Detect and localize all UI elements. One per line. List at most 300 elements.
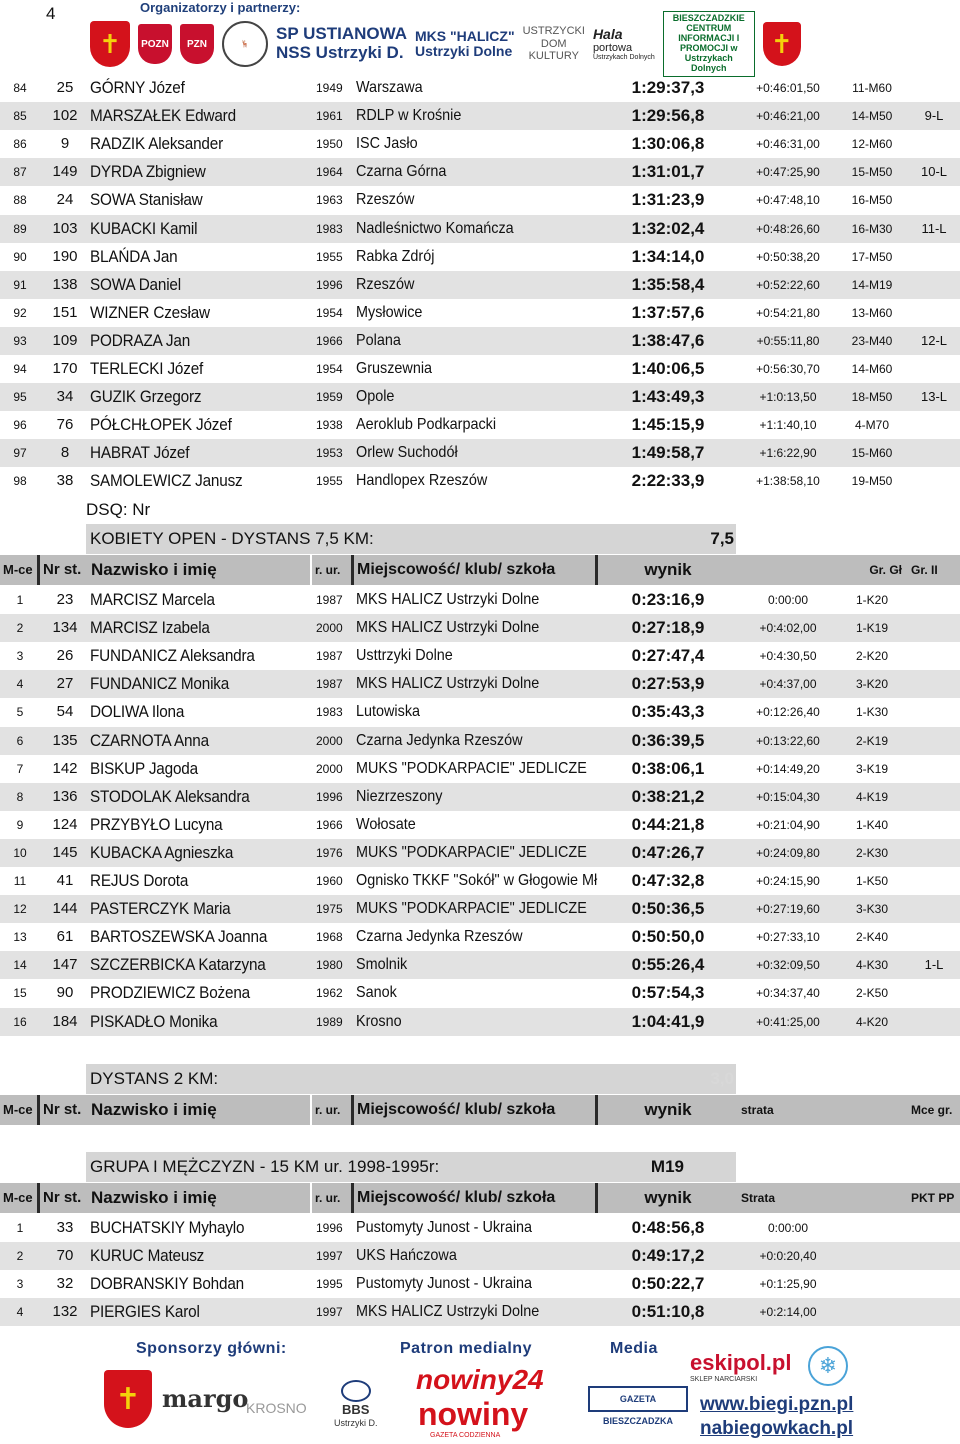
row-bib-number: 135 <box>52 731 78 749</box>
row-birth-year: 1968 <box>316 930 343 945</box>
row-category: 13-M60 <box>851 305 893 320</box>
header-position: M-ce <box>0 1095 40 1125</box>
row-birth-year: 1949 <box>316 81 343 95</box>
row-time-behind: +0:54:21,80 <box>756 305 820 320</box>
women-section-title: KOBIETY OPEN - DYSTANS 7,5 KM: 7,5 <box>86 524 736 554</box>
row-group-l <box>908 979 960 1007</box>
row-birth-year: 2000 <box>316 621 343 636</box>
row-birth-year: 1996 <box>316 277 343 292</box>
row-bib-number: 27 <box>56 675 74 693</box>
row-result-time: 0:38:06,1 <box>631 758 705 778</box>
row-birth-year: 2000 <box>316 761 343 776</box>
row-birth-year: 1995 <box>316 1277 343 1292</box>
row-bib-number: 32 <box>56 1275 74 1293</box>
row-position: 3 <box>16 1277 24 1292</box>
row-athlete-name: SZCZERBICKA Katarzyna <box>90 955 266 975</box>
row-club: MKS HALICZ Ustrzyki Dolne <box>356 619 540 637</box>
table-row <box>0 74 960 102</box>
row-time-behind: +0:27:33,10 <box>756 930 820 945</box>
row-bib-number: 149 <box>52 163 78 181</box>
row-category: 4-K19 <box>855 789 889 804</box>
row-bib-number: 109 <box>52 331 78 349</box>
dist2-section-title: DYSTANS 2 KM: 3,0 <box>86 1064 736 1094</box>
header-name: Nazwisko i imię <box>88 1183 310 1213</box>
row-birth-year: 1955 <box>316 474 343 489</box>
row-athlete-name: MARCISZ Izabela <box>90 618 210 638</box>
table-row <box>0 186 960 214</box>
row-birth-year: 1983 <box>316 705 343 720</box>
row-bib-number: 147 <box>52 956 78 974</box>
row-birth-year: 1955 <box>316 249 343 264</box>
hala-portowa-logo: Hala portowa Ustrzykach Dolnych <box>592 25 655 62</box>
header-result: wynik <box>598 555 738 585</box>
row-category: 18-M50 <box>851 390 893 405</box>
row-time-behind: +0:14:49,20 <box>756 761 820 776</box>
row-category: 1-K50 <box>855 874 889 888</box>
row-group-l <box>908 186 960 214</box>
row-group-l <box>908 467 960 495</box>
row-result-time: 1:32:02,4 <box>631 218 705 238</box>
row-category: 16-M50 <box>851 193 893 208</box>
header-birth-year: r. ur. <box>312 1095 354 1125</box>
row-category: 4-K20 <box>855 1014 889 1029</box>
row-bib-number: 134 <box>52 619 78 637</box>
header-bib-number: Nr st. <box>40 555 88 585</box>
row-position: 96 <box>13 418 27 433</box>
row-birth-year: 1966 <box>316 817 343 832</box>
row-birth-year: 1954 <box>316 305 343 320</box>
row-group-l <box>908 811 960 839</box>
row-group-l: 13-L <box>920 389 948 405</box>
row-bib-number: 41 <box>56 872 74 889</box>
row-result-time: 1:31:23,9 <box>631 190 705 210</box>
table-row <box>0 755 960 783</box>
header-group-1: Gr. Gł <box>738 555 908 585</box>
dist2-table-header <box>0 1095 960 1125</box>
dsq-label: DSQ: Nr <box>86 500 151 519</box>
row-result-time: 1:45:15,9 <box>631 415 705 435</box>
row-position: 6 <box>16 733 24 748</box>
row-result-time: 0:51:10,8 <box>631 1302 705 1322</box>
ustrzyki-crest-icon: ✝ <box>90 21 130 67</box>
row-bib-number: 23 <box>56 591 74 608</box>
row-group-l <box>908 867 960 895</box>
row-category: 15-M60 <box>851 446 893 461</box>
row-result-time: 0:50:50,0 <box>631 927 705 947</box>
row-result-time: 0:55:26,4 <box>631 955 705 975</box>
row-birth-year: 1963 <box>316 193 343 208</box>
row-position: 1 <box>16 593 24 607</box>
table-row <box>0 1008 960 1036</box>
row-result-time: 0:57:54,3 <box>631 983 705 1003</box>
group1-section-title: GRUPA I MĘŻCZYZN - 15 KM ur. 1998-1995r: M19 <box>86 1152 736 1182</box>
row-club: MKS HALICZ Ustrzyki Dolne <box>356 675 540 693</box>
row-position: 88 <box>13 193 27 208</box>
row-birth-year: 1989 <box>316 1014 343 1029</box>
margo-logo: margo <box>162 1384 249 1413</box>
row-athlete-name: KUBACKI Kamil <box>90 218 198 238</box>
row-group-l <box>908 439 960 467</box>
row-position: 7 <box>16 761 24 776</box>
row-category: 4-M70 <box>854 418 889 433</box>
row-position: 13 <box>13 930 27 945</box>
row-time-behind: +1:1:40,10 <box>759 418 817 433</box>
row-group-l <box>908 243 960 271</box>
nabiegowkach-link[interactable]: nabiegowkach.pl <box>700 1418 854 1439</box>
row-position: 4 <box>16 677 24 692</box>
row-result-time: 0:50:36,5 <box>631 899 705 919</box>
row-group-l <box>908 642 960 670</box>
row-athlete-name: WIZNER Czesław <box>90 302 210 322</box>
row-position: 95 <box>13 390 27 405</box>
table-row <box>0 727 960 755</box>
row-position: 4 <box>16 1305 24 1320</box>
row-time-behind: +0:41:25,00 <box>756 1014 820 1029</box>
row-club: Czarna Jedynka Rzeszów <box>356 731 523 749</box>
row-time-behind: +0:1:25,90 <box>759 1277 817 1292</box>
page-header <box>0 0 960 74</box>
table-row <box>0 811 960 839</box>
row-time-behind: +0:0:20,40 <box>759 1249 817 1264</box>
row-result-time: 0:36:39,5 <box>631 730 705 750</box>
row-result-time: 0:48:56,8 <box>631 1218 705 1237</box>
row-birth-year: 1983 <box>316 221 343 236</box>
row-bib-number: 103 <box>52 219 78 237</box>
table-row <box>0 383 960 411</box>
row-birth-year: 1976 <box>316 845 343 860</box>
row-athlete-name: PRZYBYŁO Lucyna <box>90 814 223 834</box>
nadlesnictwo-logo-icon: 🦌 <box>222 21 268 67</box>
row-club: Czarna Górna <box>356 163 447 181</box>
row-position: 1 <box>16 1221 24 1235</box>
header-result: wynik <box>598 1183 738 1213</box>
table-row <box>0 783 960 811</box>
row-athlete-name: BISKUP Jagoda <box>90 758 198 778</box>
row-club: MKS HALICZ Ustrzyki Dolne <box>356 1303 540 1321</box>
header-club: Miejscowość/ klub/ szkoła <box>354 1183 598 1213</box>
header-group-2: Mce gr. <box>908 1095 960 1125</box>
row-club: Wołosate <box>356 815 416 833</box>
row-result-time: 1:38:47,6 <box>631 330 705 350</box>
row-group-l <box>908 698 960 726</box>
row-position: 3 <box>16 649 24 664</box>
row-time-behind: +0:24:09,80 <box>756 845 820 860</box>
row-club: Pustomyty Junost - Ukraina <box>356 1275 533 1293</box>
row-category: 14-M50 <box>851 109 893 124</box>
row-bib-number: 24 <box>56 191 74 209</box>
row-bib-number: 54 <box>56 703 74 721</box>
header-name: Nazwisko i imię <box>88 1095 310 1125</box>
bieszczadzkie-centrum-logo: BIESZCZADZKIE CENTRUM INFORMACJI I PROMOCJI w Ustrzykach Dolnych <box>663 11 755 76</box>
row-birth-year: 1950 <box>316 137 343 152</box>
row-category: 11-M60 <box>852 81 892 95</box>
row-result-time: 0:49:17,2 <box>631 1246 705 1266</box>
row-time-behind: +0:21:04,90 <box>756 817 820 832</box>
row-club: Sanok <box>356 984 397 1002</box>
table-row <box>0 130 960 158</box>
row-group-l: 10-L <box>920 164 948 180</box>
row-bib-number: 124 <box>52 815 78 833</box>
sponsors-footer <box>0 1340 960 1444</box>
row-bib-number: 34 <box>56 388 74 406</box>
row-club: Lutowiska <box>356 703 421 721</box>
row-athlete-name: PISKADŁO Monika <box>90 1011 218 1031</box>
row-athlete-name: BARTOSZEWSKA Joanna <box>90 927 268 947</box>
dom-kultury-logo: USTRZYCKI DOM KULTURY <box>522 25 585 63</box>
row-club: Krosno <box>356 1012 402 1030</box>
row-birth-year: 1996 <box>316 789 343 804</box>
row-time-behind: +0:47:48,10 <box>756 193 820 208</box>
row-position: 8 <box>16 789 24 804</box>
header-birth-year: r. ur. <box>312 1183 354 1213</box>
row-bib-number: 33 <box>56 1219 74 1236</box>
table-row <box>0 698 960 726</box>
row-birth-year: 1964 <box>316 165 343 180</box>
media-title: Media <box>610 1340 658 1357</box>
row-category: 2-K30 <box>855 845 889 860</box>
row-time-behind: +1:0:13,50 <box>759 390 817 405</box>
row-time-behind: +0:4:37,00 <box>759 677 817 692</box>
row-athlete-name: SAMOLEWICZ Janusz <box>90 471 243 491</box>
row-club: MUKS "PODKARPACIE" JEDLICZE <box>356 843 587 861</box>
row-birth-year: 1975 <box>316 902 343 917</box>
header-position: M-ce <box>0 555 40 585</box>
row-category: 4-K30 <box>855 958 889 973</box>
row-club: Handlopex Rzeszów <box>356 472 488 490</box>
table-row <box>0 299 960 327</box>
row-category: 19-M50 <box>851 474 893 489</box>
row-result-time: 1:30:06,8 <box>631 134 705 154</box>
row-time-behind: +0:24:15,90 <box>756 874 820 888</box>
row-time-behind: +1:38:58,10 <box>756 474 820 489</box>
row-time-behind: +0:4:02,00 <box>759 621 817 636</box>
mks-halicz-logo: MKS "HALICZ" Ustrzyki Dolne <box>414 27 515 59</box>
row-bib-number: 70 <box>56 1247 74 1265</box>
row-birth-year: 1938 <box>316 418 343 433</box>
row-group-l <box>908 895 960 923</box>
row-category: 12-M60 <box>851 137 893 152</box>
table-row <box>0 979 960 1007</box>
row-category: 3-K19 <box>855 761 889 776</box>
row-position: 84 <box>13 81 27 95</box>
table-row <box>0 271 960 299</box>
row-time-behind: +0:4:30,50 <box>759 649 817 664</box>
row-club: Niezrzeszony <box>356 787 443 805</box>
women-table-header <box>0 555 960 585</box>
row-position: 11 <box>13 874 27 888</box>
row-birth-year: 1966 <box>316 333 343 348</box>
table-row <box>0 670 960 698</box>
row-group-l <box>908 130 960 158</box>
bbs-logo: BBS Ustrzyki D. <box>334 1380 378 1428</box>
row-position: 93 <box>13 333 27 348</box>
table-row <box>0 839 960 867</box>
row-athlete-name: BUCHATSKIY Myhaylo <box>90 1218 245 1237</box>
row-birth-year: 1961 <box>316 109 343 124</box>
row-category: 2-K19 <box>855 733 889 748</box>
header-bib-number: Nr st. <box>40 1095 88 1125</box>
row-time-behind: +0:2:14,00 <box>759 1305 817 1320</box>
row-time-behind: +0:46:01,50 <box>756 81 820 95</box>
row-result-time: 0:27:53,9 <box>631 674 705 694</box>
row-category: 16-M30 <box>851 221 893 236</box>
row-birth-year: 1997 <box>316 1305 343 1320</box>
row-athlete-name: SOWA Stanisław <box>90 190 203 210</box>
row-category: 1-K40 <box>855 817 889 832</box>
row-bib-number: 170 <box>52 360 78 377</box>
row-athlete-name: PÓŁCHŁOPEK Józef <box>90 415 232 435</box>
row-club: Nadleśnictwo Komańcza <box>356 219 514 237</box>
ustrzyki-crest-right-icon: ✝ <box>763 22 801 66</box>
row-group-l <box>908 1008 960 1036</box>
row-bib-number: 151 <box>52 303 78 321</box>
row-group-l: 1-L <box>924 957 944 973</box>
row-athlete-name: DYRDA Zbigniew <box>90 162 206 182</box>
row-position: 89 <box>13 221 27 236</box>
row-athlete-name: HABRAT Józef <box>90 443 190 463</box>
row-bib-number: 102 <box>52 107 78 125</box>
row-position: 90 <box>13 249 27 264</box>
row-result-time: 1:29:56,8 <box>631 106 705 126</box>
group1-category: M19 <box>650 1157 684 1176</box>
row-group-l <box>908 299 960 327</box>
row-club: Rzeszów <box>356 275 415 293</box>
header-birth-year: r. ur. <box>312 555 354 585</box>
table-row <box>0 411 960 439</box>
row-club: Czarna Jedynka Rzeszów <box>356 928 523 946</box>
row-athlete-name: REJUS Dorota <box>90 871 189 890</box>
header-group-1: strata <box>738 1095 908 1125</box>
row-club: Warszawa <box>356 79 423 96</box>
row-category: 17-M50 <box>851 249 893 264</box>
organizers-title: Organizatorzy i partnerzy: <box>140 0 301 15</box>
biegi-link[interactable]: www.biegi.pzn.pl <box>700 1394 854 1415</box>
row-birth-year: 1987 <box>316 649 343 664</box>
row-time-behind: 0:00:00 <box>767 1221 809 1235</box>
table-row <box>0 642 960 670</box>
row-bib-number: 61 <box>56 928 74 946</box>
nowiny-subtitle: GAZETA CODZIENNA <box>430 1432 501 1439</box>
row-club: Opole <box>356 388 395 406</box>
row-result-time: 0:27:47,4 <box>631 646 705 666</box>
row-group-l <box>908 923 960 951</box>
row-time-behind: +0:15:04,30 <box>756 789 820 804</box>
row-bib-number: 132 <box>52 1303 78 1321</box>
row-position: 14 <box>13 958 27 973</box>
row-position: 9 <box>16 817 24 832</box>
row-time-behind: +0:50:38,20 <box>756 249 820 264</box>
nowiny24-logo: nowiny24 <box>416 1364 544 1395</box>
ustrzyki-crest-footer-icon: ✝ <box>104 1370 152 1428</box>
row-bib-number: 9 <box>60 135 70 153</box>
row-time-behind: +0:27:19,60 <box>756 902 820 917</box>
row-time-behind: +0:55:11,80 <box>756 333 820 348</box>
row-group-l <box>908 670 960 698</box>
row-category: 2-K40 <box>855 930 889 945</box>
row-club: Mysłowice <box>356 303 423 321</box>
table-row <box>0 355 960 383</box>
krosno-logo: KROSNO <box>246 1400 307 1416</box>
row-club: Rzeszów <box>356 191 415 209</box>
row-time-behind: +0:46:31,00 <box>756 137 820 152</box>
row-club: Orlew Suchodół <box>356 444 458 462</box>
row-category: 1-K20 <box>855 593 889 607</box>
row-athlete-name: FUNDANICZ Monika <box>90 674 230 694</box>
row-position: 98 <box>13 474 27 489</box>
row-result-time: 0:47:32,8 <box>631 871 705 890</box>
row-result-time: 1:43:49,3 <box>631 387 705 407</box>
table-row <box>0 327 960 355</box>
row-time-behind: +0:12:26,40 <box>756 705 820 720</box>
header-position: M-ce <box>0 1183 40 1213</box>
row-result-time: 0:47:26,7 <box>631 842 705 862</box>
row-athlete-name: BLAŃDA Jan <box>90 246 178 266</box>
table-row <box>0 1298 960 1326</box>
row-athlete-name: GUZIK Grzegorz <box>90 387 202 407</box>
row-time-behind: +0:47:25,90 <box>756 165 820 180</box>
row-athlete-name: CZARNOTA Anna <box>90 730 209 750</box>
header-club: Miejscowość/ klub/ szkoła <box>354 555 598 585</box>
row-athlete-name: KURUC Mateusz <box>90 1246 205 1266</box>
row-birth-year: 1997 <box>316 1249 343 1264</box>
row-result-time: 1:34:14,0 <box>631 246 705 266</box>
row-club: RDLP w Krośnie <box>356 107 462 125</box>
row-time-behind: +0:34:37,40 <box>756 986 820 1001</box>
row-category: 3-K20 <box>855 677 889 692</box>
header-result: wynik <box>598 1095 738 1125</box>
row-time-behind: +0:32:09,50 <box>756 958 820 973</box>
row-result-time: 0:38:21,2 <box>631 786 705 806</box>
table-row <box>0 102 960 130</box>
row-position: 97 <box>13 446 27 461</box>
row-result-time: 1:49:58,7 <box>631 443 705 463</box>
row-bib-number: 190 <box>52 247 78 265</box>
row-group-l <box>908 783 960 811</box>
group1-table-header <box>0 1183 960 1213</box>
row-position: 85 <box>13 109 27 124</box>
row-position: 12 <box>13 902 27 917</box>
table-row <box>0 243 960 271</box>
row-result-time: 0:44:21,8 <box>631 814 705 834</box>
dist2-distance: 3,0 <box>710 1069 734 1088</box>
row-athlete-name: SOWA Daniel <box>90 274 181 294</box>
row-bib-number: 38 <box>56 472 74 490</box>
row-birth-year: 1954 <box>316 362 343 376</box>
header-name: Nazwisko i imię <box>88 555 310 585</box>
row-result-time: 1:29:37,3 <box>631 78 705 97</box>
row-time-behind: +0:46:21,00 <box>756 109 820 124</box>
row-birth-year: 1987 <box>316 677 343 692</box>
row-bib-number: 25 <box>56 79 74 96</box>
partner-logos <box>90 13 870 73</box>
eskipol-subtitle: SKLEP NARCIARSKI <box>690 1376 758 1383</box>
row-result-time: 2:22:33,9 <box>631 471 705 491</box>
row-group-l <box>908 586 960 614</box>
row-birth-year: 2000 <box>316 733 343 748</box>
row-club: Rabka Zdrój <box>356 247 435 265</box>
row-category: 14-M19 <box>851 277 893 292</box>
row-athlete-name: GÓRNY Józef <box>90 78 185 97</box>
row-group-l: 9-L <box>924 108 944 124</box>
row-position: 86 <box>13 137 27 152</box>
row-bib-number: 26 <box>56 647 74 665</box>
row-group-l <box>908 614 960 642</box>
row-group-l <box>908 74 960 102</box>
row-bib-number: 184 <box>52 1012 78 1030</box>
row-result-time: 1:04:41,9 <box>631 1011 705 1031</box>
row-birth-year: 1987 <box>316 593 343 607</box>
table-row <box>0 895 960 923</box>
